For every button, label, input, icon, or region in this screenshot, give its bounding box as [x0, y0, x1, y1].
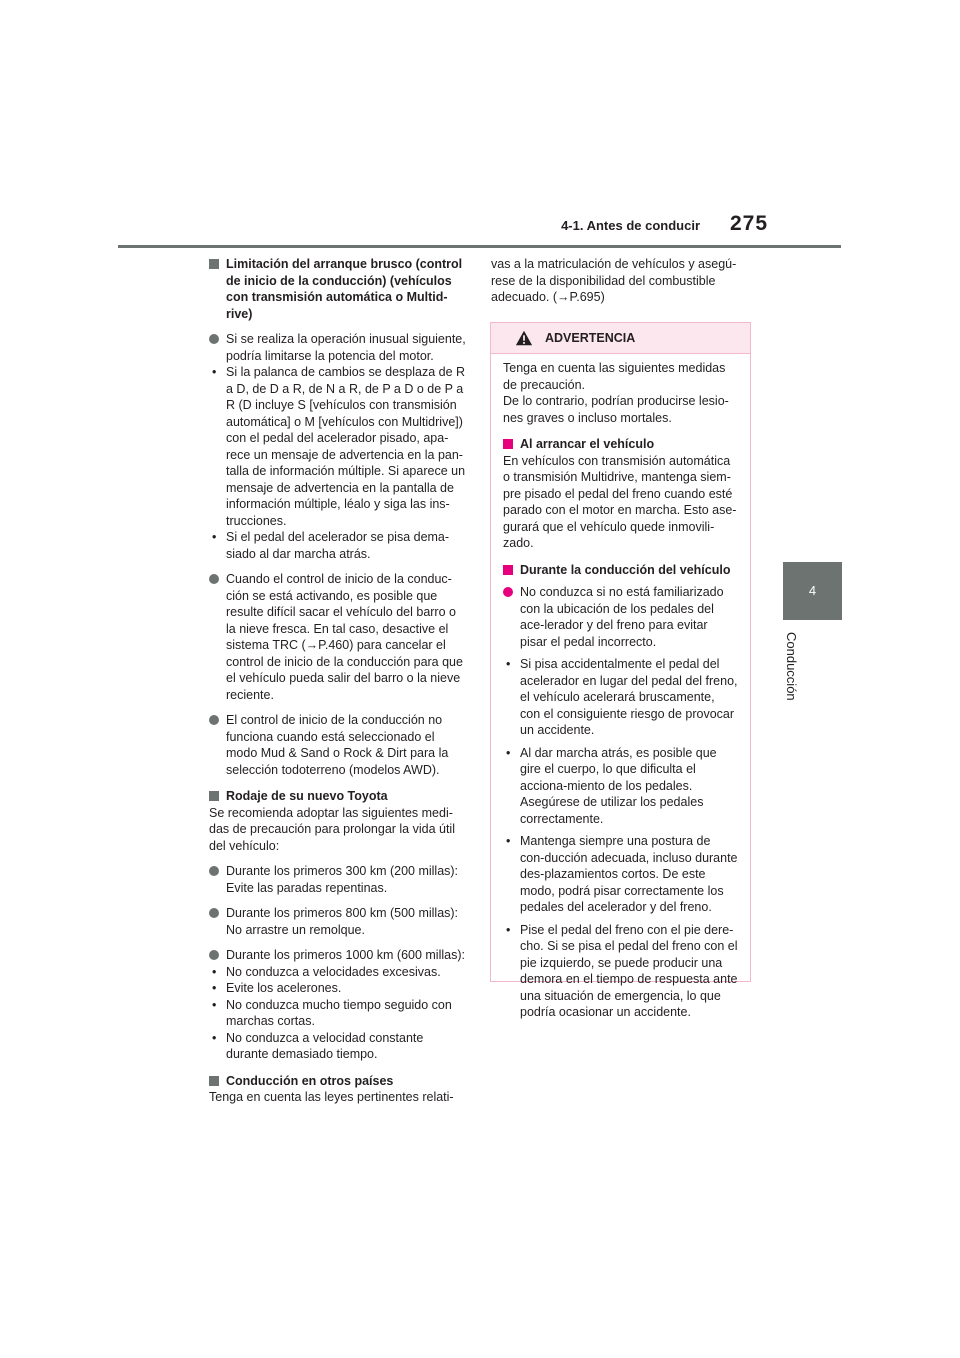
list-item: [209, 947, 467, 964]
warning-heading-start: [503, 436, 738, 453]
heading-text: Durante la conducción del vehículo: [520, 562, 731, 577]
warning-heading-driving: [503, 562, 738, 579]
heading-break-in: [209, 788, 467, 805]
left-column: [209, 256, 467, 1106]
paragraph-continued: vas a la matriculación de vehículos y asegú-rese de la disponibilidad del combustible adecuado. (→P.695): [491, 257, 737, 304]
round-bullet-icon: [209, 866, 219, 876]
item-text: Durante los primeros 1000 km (600 millas):: [226, 948, 465, 962]
heading-text: Rodaje de su nuevo Toyota: [226, 789, 388, 803]
sub-item: • Evite los acelerones.: [209, 980, 467, 997]
item-text: Durante los primeros 800 km (500 millas): No arrastre un remolque.: [226, 906, 459, 937]
warning-box: [490, 322, 751, 1019]
chapter-tab: 4: [783, 562, 842, 620]
paragraph: En vehículos con transmisión automática o transmisión Multidrive, mantenga siem-pre pisado el pedal del freno cuando esté parado con el motor en marcha. Esto ase-gurará que el vehículo quede inmovili-zado.: [503, 453, 737, 550]
list-item: [209, 331, 467, 364]
warning-body: [491, 354, 750, 1021]
round-bullet-icon: [209, 334, 219, 344]
sub-item: • No conduzca mucho tiempo seguido con marchas cortas.: [209, 997, 467, 1030]
sub-item: • Si la palanca de cambios se desplaza de R a D, de D a R, de N a R, de P a D o de P a R (D incluye S [vehículos con transmisión automática] o M [vehículos con Multidrive]) con el pedal del acelerador pisado, apa-rece un mensaje de advertencia en la pan-talla de información múltiple. Si aparece un mensaje de advertencia en la pantalla de información múltiple, léalo y siga las ins-trucciones.: [209, 364, 467, 529]
heading-text: Al arrancar el vehículo: [520, 437, 655, 451]
warning-triangle-icon: [515, 329, 533, 347]
warning-header: [491, 323, 750, 354]
sub-item: • No conduzca a velocidades excesivas.: [209, 964, 467, 981]
heading-launch-control: [209, 256, 467, 322]
round-bullet-icon: [209, 715, 219, 725]
square-bullet-icon: [209, 1076, 219, 1086]
item-text: Cuando el control de inicio de la conduc-ción se está activando, es posible que resulte difícil sacar el vehículo del barro o la nieve fresca. En tal caso, desactive el sistema TRC (→P.460) para cancelar el control de inicio de la conducción para que el vehículo pueda salir del barro o la nieve reciente.: [226, 572, 463, 702]
warning-intro: Tenga en cuenta las siguientes medidas de precaución.: [503, 361, 726, 392]
chapter-label-text: Conducción: [784, 632, 799, 701]
sub-item: • Si pisa accidentalmente el pedal del acelerador en lugar del pedal del freno, el vehículo acelerará bruscamente, con el consiguiente riesgo de provocar un accidente.: [503, 656, 738, 739]
item-text: Durante los primeros 300 km (200 millas): Evite las paradas repentinas.: [226, 864, 459, 895]
item-text: El control de inicio de la conducción no funciona cuando está seleccionado el modo Mud & Sand o Rock & Dirt para la selección todoterreno (modelos AWD).: [226, 713, 449, 777]
sub-item: • No conduzca a velocidad constante durante demasiado tiempo.: [209, 1030, 467, 1063]
list-item: [209, 863, 467, 896]
round-bullet-icon: [209, 574, 219, 584]
item-text: No conduzca si no está familiarizado con la ubicación de los pedales del ace-lerador y del freno para evitar pisar el pedal incorrecto.: [520, 585, 724, 649]
paragraph: Tenga en cuenta las leyes pertinentes relati-: [209, 1090, 454, 1104]
heading-other-countries: [209, 1073, 467, 1090]
warning-title: ADVERTENCIA: [545, 331, 636, 345]
heading-text: Conducción en otros países: [226, 1073, 394, 1088]
round-bullet-icon: [503, 587, 513, 597]
square-bullet-icon: [503, 439, 513, 449]
list-item: [209, 571, 467, 703]
item-text: Si se realiza la operación inusual siguiente, podría limitarse la potencia del motor.: [226, 332, 466, 363]
paragraph: Se recomienda adoptar las siguientes medi-das de precaución para prolongar la vida útil del vehículo:: [209, 805, 455, 853]
sub-item: • Al dar marcha atrás, es posible que gire el cuerpo, lo que dificulta el acciona-miento de los pedales. Asegúrese de utilizar los pedales correctamente.: [503, 745, 738, 828]
square-bullet-icon: [209, 791, 219, 801]
heading-text: Limitación del arranque brusco (control de inicio de la conducción) (vehículos con transmisión automática o Multid-rive): [226, 257, 463, 321]
round-bullet-icon: [209, 950, 219, 960]
page-number: 275: [730, 212, 769, 235]
sub-item: • Si el pedal del acelerador se pisa dema-siado al dar marcha atrás.: [209, 529, 467, 562]
square-bullet-icon: [503, 565, 513, 575]
list-item: [503, 584, 738, 650]
warning-intro-2: De lo contrario, podrían producirse lesio-nes graves o incluso mortales.: [503, 394, 729, 425]
right-column: [491, 256, 751, 306]
section-title: 4-1. Antes de conducir: [561, 218, 700, 233]
round-bullet-icon: [209, 908, 219, 918]
sub-item: • Pise el pedal del freno con el pie dere-cho. Si se pisa el pedal del freno con el pie izquierdo, se puede producir una demora en el tiempo de respuesta ante una situación de emergencia, lo que podría ocasionar un accidente.: [503, 922, 738, 1021]
list-item: [209, 712, 467, 778]
square-bullet-icon: [209, 259, 219, 269]
list-item: [209, 905, 467, 938]
chapter-label: [784, 632, 804, 722]
header-rule: [118, 245, 841, 248]
sub-item: • Mantenga siempre una postura de con-ducción adecuada, incluso durante des-plazamientos cortos. De este modo, podrá pisar correctamente los pedales del acelerador y del freno.: [503, 833, 738, 916]
